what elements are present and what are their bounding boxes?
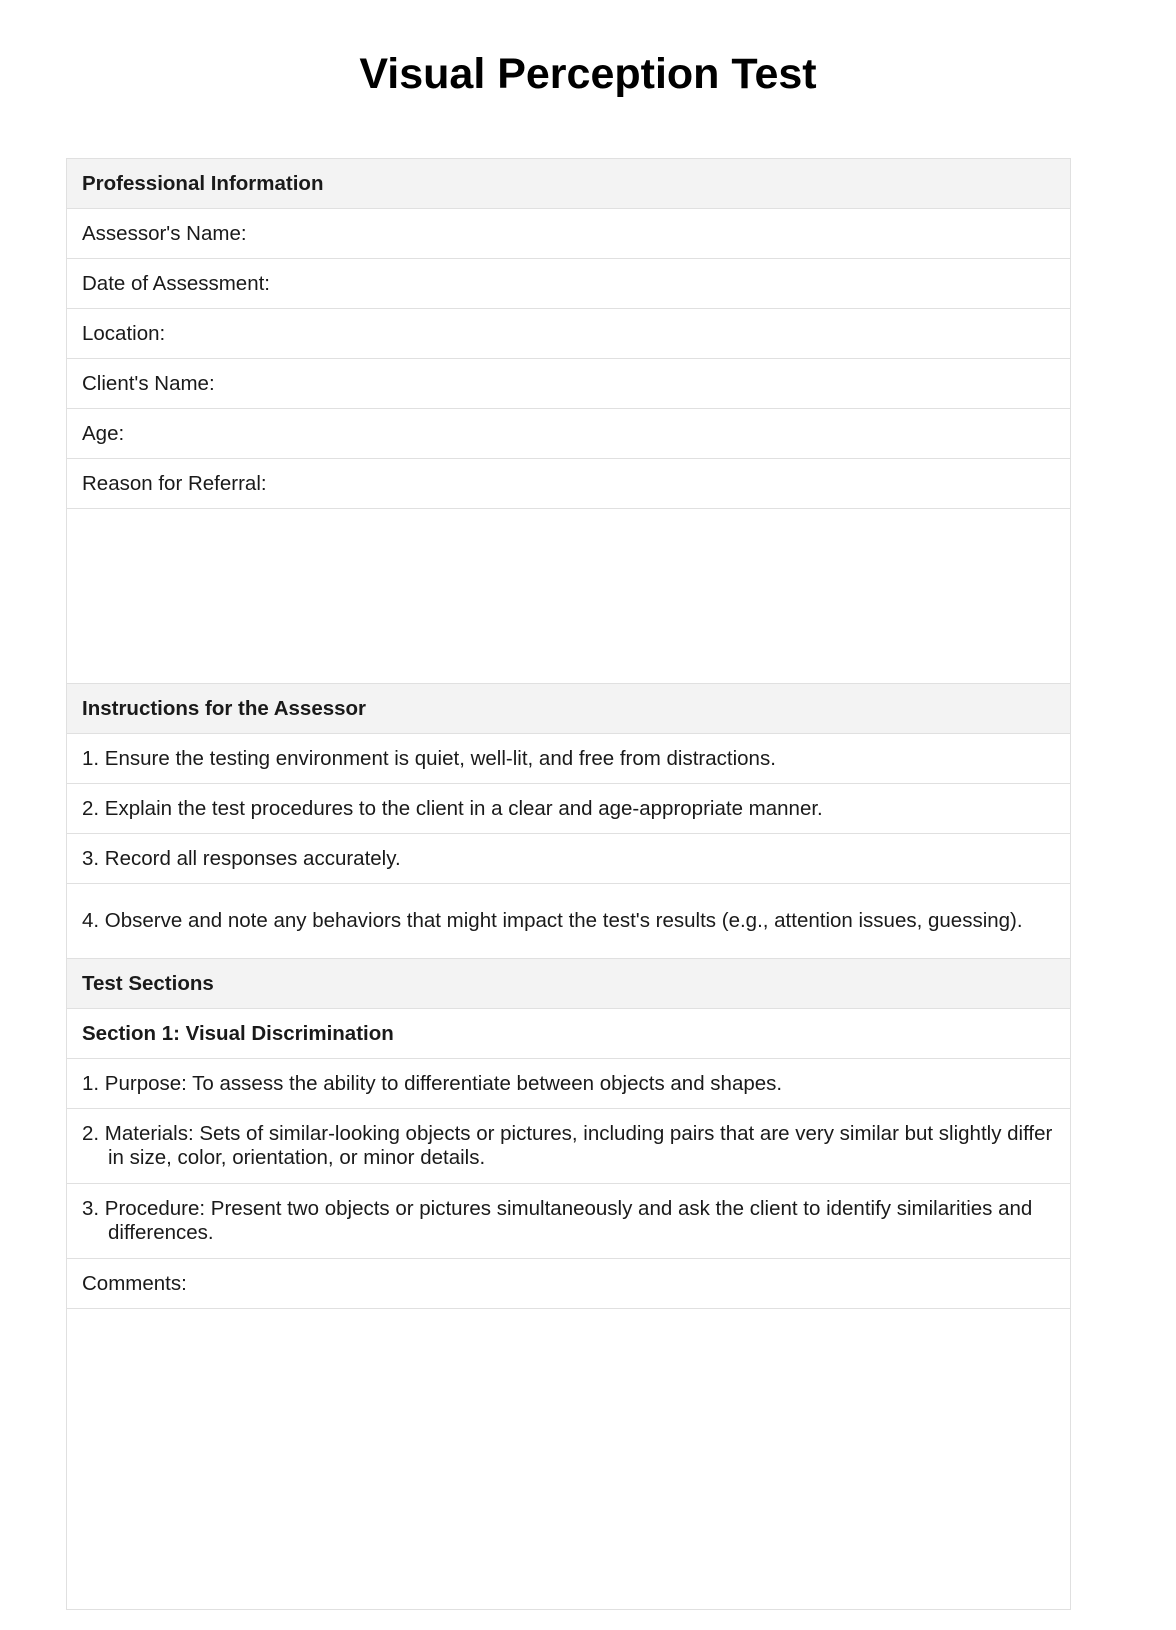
location-field[interactable]: Location: [67, 309, 1070, 359]
section-1-item [67, 1184, 1070, 1259]
instruction-item: 2. Explain the test procedures to the client in a clear and age-appropriate manner. [67, 784, 1070, 834]
instruction-item-text: 4. Observe and note any behaviors that might impact the test's results (e.g., attention issues, guessing). [82, 909, 1023, 932]
section-1-item-text: 3. Procedure: Present two objects or pictures simultaneously and ask the client to identify similarities and differences. [82, 1197, 1033, 1244]
instructions-header: Instructions for the Assessor [67, 684, 1070, 734]
age-field[interactable]: Age: [67, 409, 1070, 459]
test-sections-header: Test Sections [67, 959, 1070, 1009]
assessor-name-field[interactable]: Assessor's Name: [67, 209, 1070, 259]
form-table [66, 158, 1071, 1610]
client-name-field[interactable]: Client's Name: [67, 359, 1070, 409]
comments-input-area[interactable] [67, 1309, 1070, 1609]
professional-info-header: Professional Information [67, 159, 1070, 209]
instruction-item [67, 884, 1070, 959]
section-1-item [67, 1109, 1070, 1184]
reason-for-referral-input-area[interactable] [67, 509, 1070, 684]
section-1-item: 1. Purpose: To assess the ability to differentiate between objects and shapes. [67, 1059, 1070, 1109]
instruction-item: 3. Record all responses accurately. [67, 834, 1070, 884]
reason-for-referral-field[interactable]: Reason for Referral: [67, 459, 1070, 509]
comments-label: Comments: [67, 1259, 1070, 1309]
page-title: Visual Perception Test [359, 50, 817, 98]
date-of-assessment-field[interactable]: Date of Assessment: [67, 259, 1070, 309]
instruction-item: 1. Ensure the testing environment is quiet, well-lit, and free from distractions. [67, 734, 1070, 784]
section-1-heading: Section 1: Visual Discrimination [67, 1009, 1070, 1059]
section-1-item-text: 2. Materials: Sets of similar-looking objects or pictures, including pairs that are very similar but slightly differ in size, color, orientation, or minor details. [82, 1122, 1053, 1169]
